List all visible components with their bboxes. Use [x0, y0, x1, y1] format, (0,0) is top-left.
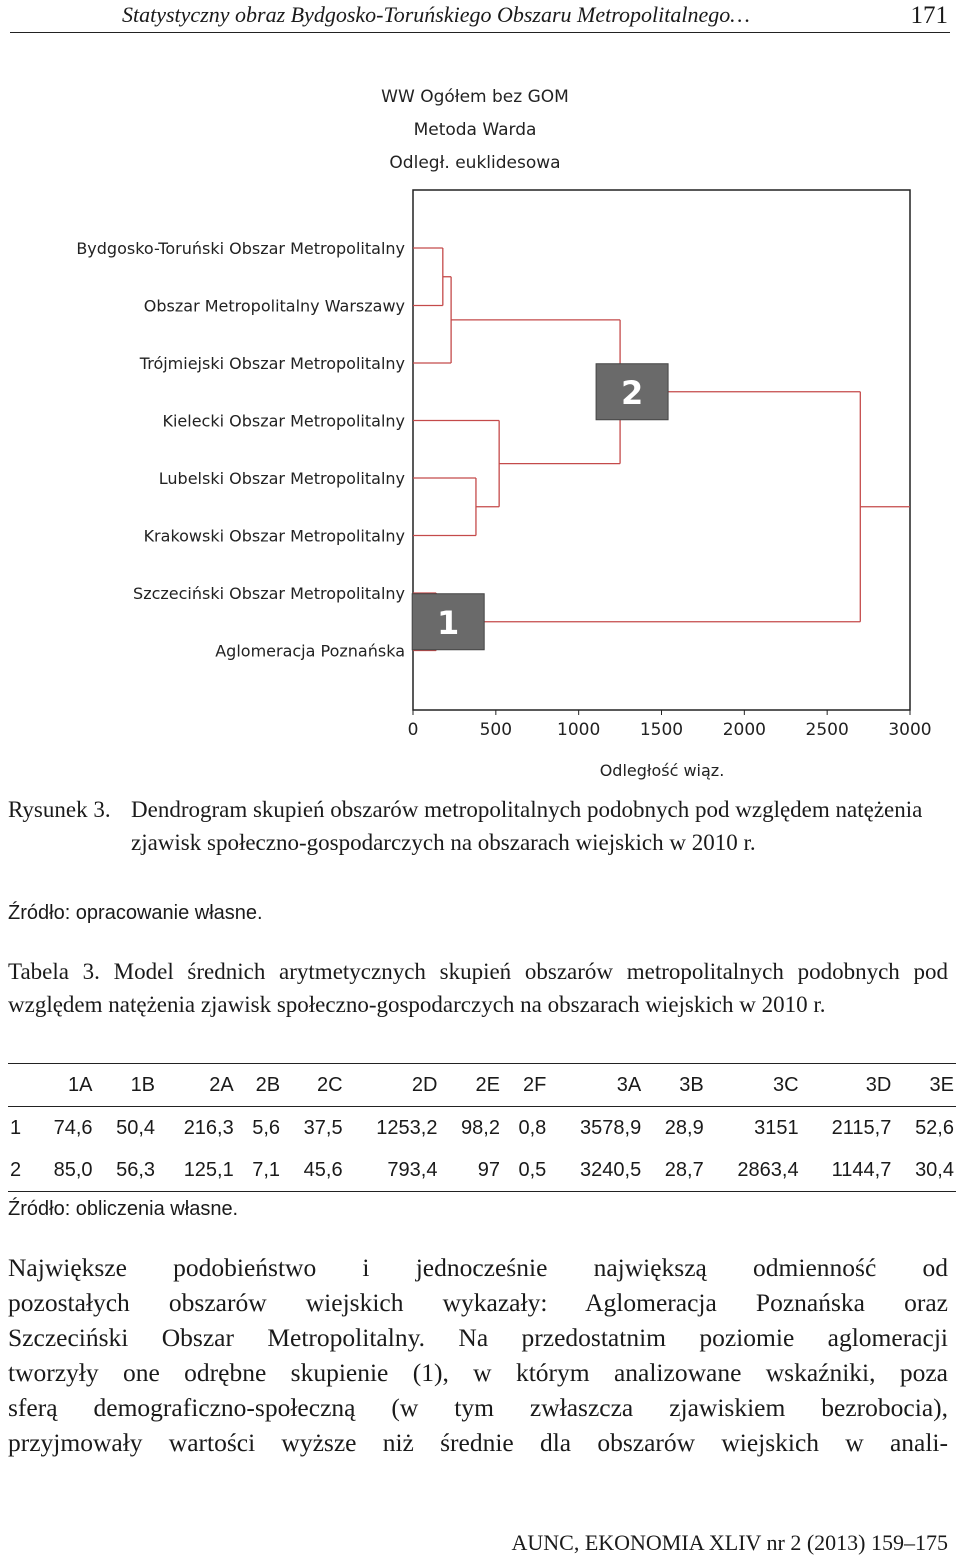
table-cell: 1253,2	[376, 1116, 438, 1139]
table-header-cell	[8, 1064, 32, 1107]
table-cell: 28,9	[664, 1116, 704, 1139]
table-header-cell: 2D	[411, 1073, 438, 1096]
table-cell: 85,0	[53, 1158, 93, 1181]
body-line: przyjmowały wartości wyższe niż średnie dla obszarów wiejskich w anali-	[8, 1428, 948, 1457]
table-row	[8, 1107, 956, 1150]
figure-caption-label: Rysunek 3.	[8, 797, 111, 822]
table-cell: 50,4	[116, 1116, 156, 1139]
dendrogram-chart	[0, 60, 960, 785]
figure-caption	[8, 793, 948, 859]
x-tick-label: 1500	[639, 720, 684, 740]
table-cell: 1144,7	[831, 1158, 892, 1181]
table-cell: 125,1	[183, 1158, 234, 1181]
cluster-badge-label: 1	[437, 603, 460, 642]
table-cell: 3240,5	[580, 1158, 642, 1181]
table-cell: 52,6	[915, 1116, 954, 1139]
table-header-cell: 2B	[255, 1073, 281, 1096]
table-caption-text: Model średnich arytmetycznych skupień obszarów metropolitalnych podobnych pod względem natężenia zjawisk społeczno-gospodarczych na obszarach wiejskich w 2010 r.	[8, 959, 949, 1017]
table-cell: 3578,9	[580, 1116, 642, 1139]
leaf-label: Bydgosko-Toruński Obszar Metropolitalny	[76, 239, 405, 258]
x-tick-label: 1000	[557, 720, 601, 740]
leaf-label: Krakowski Obszar Metropolitalny	[143, 526, 405, 546]
table-caption-label: Tabela 3.	[8, 959, 100, 984]
x-tick-label: 0	[407, 720, 419, 740]
table-cell: 0,5	[518, 1158, 547, 1181]
chart-title-line: Metoda Warda	[413, 120, 537, 140]
body-line: sferą demograficzno-społeczną (w tym zwłaszcza zjawiskiem bezrobocia),	[8, 1393, 948, 1422]
x-tick-label: 2500	[805, 720, 849, 740]
table-cell: 5,6	[252, 1116, 281, 1139]
table-cell: 216,3	[183, 1116, 234, 1139]
table-cell: 56,3	[116, 1158, 156, 1181]
table-cell: 793,4	[387, 1158, 438, 1181]
table-header-cell: 2F	[522, 1073, 547, 1096]
figure-caption-text: Dendrogram skupień obszarów metropolitalnych podobnych pod względem natężenia zjawisk społeczno-gospodarczych na obszarach wiejskich w 2010 r.	[131, 797, 923, 855]
table-cell: 0,8	[518, 1116, 547, 1139]
leaf-label: Szczeciński Obszar Metropolitalny	[133, 584, 405, 603]
table-cell: 1	[10, 1116, 22, 1139]
table-row	[8, 1149, 956, 1192]
table-cell: 37,5	[303, 1116, 343, 1139]
table-header-cell: 2A	[209, 1073, 234, 1096]
body-line: pozostałych obszarów wiejskich wykazały: Aglomeracja Poznańska oraz	[8, 1288, 948, 1317]
leaf-label: Aglomeracja Poznańska	[215, 641, 405, 661]
table-cell: 98,2	[461, 1116, 500, 1139]
x-tick-label: 3000	[888, 720, 932, 740]
table-header-cell: 2E	[475, 1073, 500, 1096]
chart-title-line: Odległ. euklidesowa	[389, 153, 561, 173]
table-cell: 28,7	[664, 1158, 704, 1181]
leaf-label: Obszar Metropolitalny Warszawy	[143, 296, 405, 316]
table-cell: 30,4	[915, 1158, 954, 1181]
table-cell: 74,6	[53, 1116, 93, 1139]
table-cell: 97	[477, 1158, 500, 1181]
table-caption	[8, 955, 948, 1021]
plot-frame	[413, 190, 910, 710]
table-header-cell: 3B	[679, 1073, 704, 1096]
table-header-cell: 1B	[130, 1073, 156, 1096]
chart-title-line: WW Ogółem bez GOM	[381, 87, 569, 107]
cluster-means-table	[8, 1063, 956, 1192]
table-source: Źródło: obliczenia własne.	[8, 1198, 239, 1220]
figure-source: Źródło: opracowanie własne.	[8, 902, 263, 924]
table-header-cell: 1A	[68, 1073, 93, 1096]
table-header-cell: 2C	[317, 1073, 343, 1096]
running-header	[10, 0, 950, 33]
table-header-cell: 3E	[929, 1073, 954, 1096]
body-paragraph	[8, 1250, 948, 1460]
table-cell: 2	[10, 1158, 22, 1181]
table-cell: 2115,7	[831, 1116, 892, 1139]
x-axis-label: Odległość wiąz.	[599, 761, 725, 780]
table-cell: 7,1	[252, 1158, 281, 1181]
table-cell: 3151	[754, 1116, 799, 1139]
x-tick-label: 500	[479, 720, 513, 740]
leaf-label: Trójmiejski Obszar Metropolitalny	[139, 354, 405, 373]
table-cell: 2863,4	[737, 1158, 799, 1181]
body-line: Szczeciński Obszar Metropolitalny. Na przedostatnim poziomie aglomeracji	[8, 1323, 948, 1352]
journal-footer: AUNC, EKONOMIA XLIV nr 2 (2013) 159–175	[511, 1530, 948, 1555]
table-header-cell: 3A	[616, 1073, 642, 1096]
page-number: 171	[910, 2, 948, 29]
body-line: tworzyły one odrębne skupienie (1), w którym analizowane wskaźniki, poza	[8, 1358, 948, 1387]
body-line: Największe podobieństwo i jednocześnie największą odmienność od	[8, 1253, 948, 1282]
running-header-title: Statystyczny obraz Bydgosko-Toruńskiego Obszaru Metropolitalnego…	[122, 2, 750, 27]
leaf-label: Lubelski Obszar Metropolitalny	[158, 469, 405, 488]
table-header-cell: 3C	[773, 1073, 799, 1096]
cluster-badge-label: 2	[620, 373, 644, 412]
leaf-label: Kielecki Obszar Metropolitalny	[162, 411, 405, 431]
table-header-cell: 3D	[865, 1073, 892, 1096]
x-tick-label: 2000	[722, 720, 766, 740]
table-cell: 45,6	[303, 1158, 343, 1181]
table-header-row	[8, 1064, 956, 1107]
